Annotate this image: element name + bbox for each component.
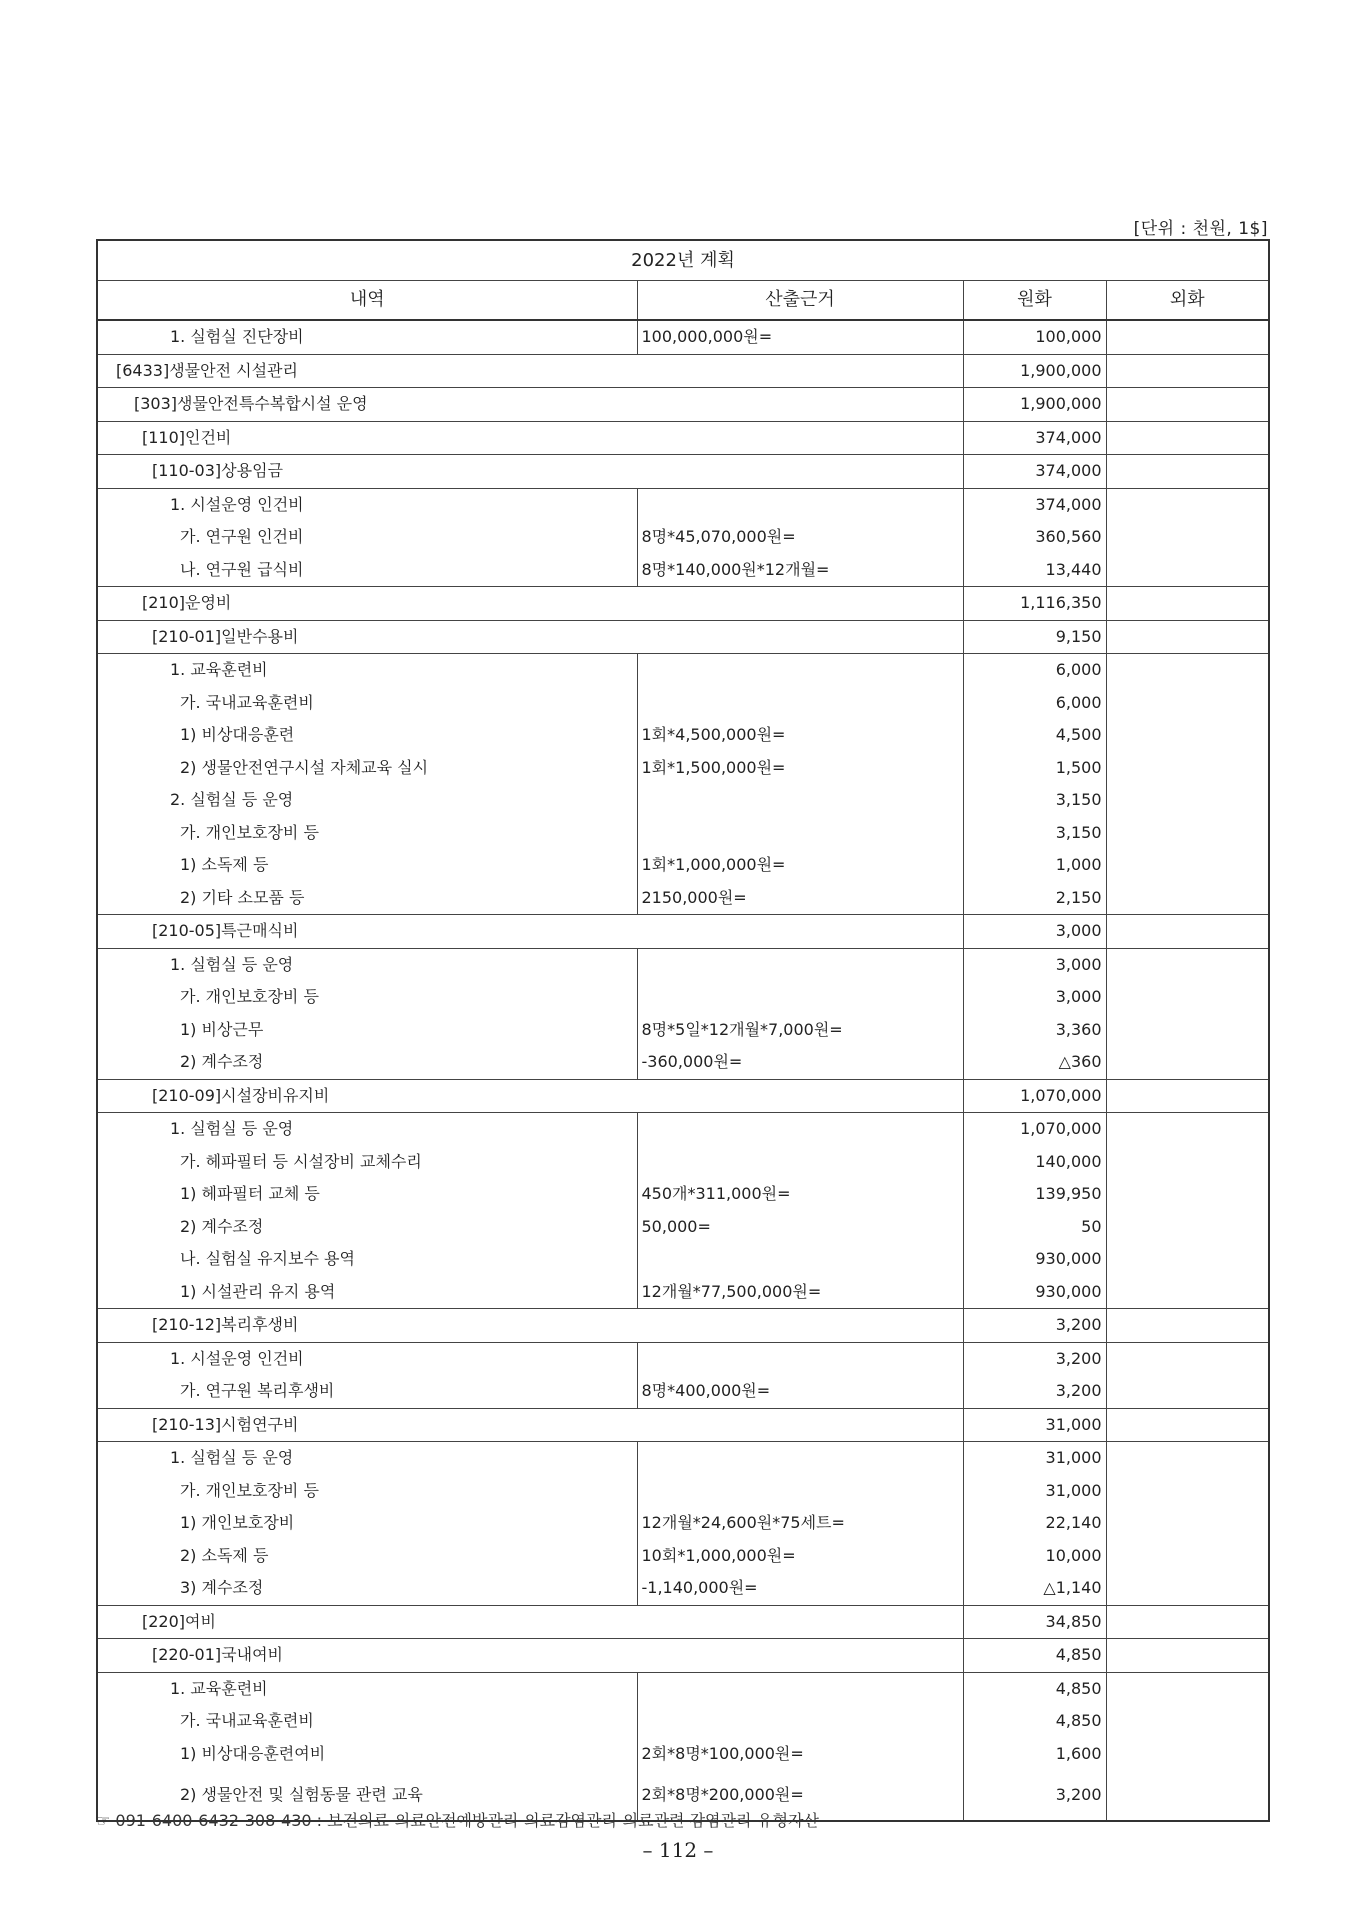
row-item: 2) 기타 소모품 등 <box>97 882 637 915</box>
row-basis <box>637 784 963 817</box>
header-item: 내역 <box>97 281 637 321</box>
row-krw: 374,000 <box>963 455 1106 489</box>
row-krw: 1,116,350 <box>963 587 1106 621</box>
row-item: 2) 생물안전 및 실험동물 관련 교육 <box>97 1770 637 1821</box>
table-row <box>97 1738 1269 1771</box>
table-row <box>97 1540 1269 1573</box>
row-fx <box>1106 1507 1269 1540</box>
row-basis: 12개월*77,500,000원= <box>637 1276 963 1309</box>
row-item: 3) 계수조정 <box>97 1572 637 1605</box>
row-item: 가. 연구원 복리후생비 <box>97 1375 637 1408</box>
row-krw: 22,140 <box>963 1507 1106 1540</box>
row-krw: 374,000 <box>963 421 1106 455</box>
row-fx <box>1106 1211 1269 1244</box>
table-row <box>97 521 1269 554</box>
table-row <box>97 849 1269 882</box>
row-fx <box>1106 421 1269 455</box>
row-fx <box>1106 1540 1269 1573</box>
row-item: [110-03]상용임금 <box>97 455 963 489</box>
header-fx: 외화 <box>1106 281 1269 321</box>
row-basis: 12개월*24,600원*75세트= <box>637 1507 963 1540</box>
row-item: [210-01]일반수용비 <box>97 620 963 654</box>
row-basis: 2회*8명*200,000원= <box>637 1770 963 1821</box>
row-basis <box>637 1672 963 1705</box>
row-basis <box>637 654 963 687</box>
row-fx <box>1106 1605 1269 1639</box>
row-krw: 6,000 <box>963 687 1106 720</box>
row-krw: 1,070,000 <box>963 1113 1106 1146</box>
row-fx <box>1106 1408 1269 1442</box>
row-item: [210-13]시험연구비 <box>97 1408 963 1442</box>
table-row <box>97 882 1269 915</box>
row-item: 1. 시설운영 인건비 <box>97 488 637 521</box>
page-number: – 112 – <box>642 1838 714 1862</box>
header-basis: 산출근거 <box>637 281 963 321</box>
row-krw: 3,000 <box>963 915 1106 949</box>
row-fx <box>1106 654 1269 687</box>
row-item: 가. 개인보호장비 등 <box>97 981 637 1014</box>
row-krw: 930,000 <box>963 1243 1106 1276</box>
row-krw: 34,850 <box>963 1605 1106 1639</box>
row-fx <box>1106 587 1269 621</box>
table-row <box>97 1079 1269 1113</box>
row-krw: 3,150 <box>963 817 1106 850</box>
row-fx <box>1106 1705 1269 1738</box>
row-krw: 31,000 <box>963 1475 1106 1508</box>
row-fx <box>1106 1770 1269 1821</box>
row-fx <box>1106 752 1269 785</box>
row-fx <box>1106 488 1269 521</box>
row-basis <box>637 1342 963 1375</box>
row-krw: 100,000 <box>963 320 1106 354</box>
row-fx <box>1106 1243 1269 1276</box>
table-row <box>97 654 1269 687</box>
row-krw: 2,150 <box>963 882 1106 915</box>
row-krw: 4,850 <box>963 1705 1106 1738</box>
row-fx <box>1106 354 1269 388</box>
unit-note: [단위 : 천원, 1$] <box>1133 219 1268 239</box>
row-krw: 50 <box>963 1211 1106 1244</box>
row-item: 가. 국내교육훈련비 <box>97 1705 637 1738</box>
table-row <box>97 687 1269 720</box>
row-krw: 4,850 <box>963 1672 1106 1705</box>
table-row <box>97 455 1269 489</box>
row-krw: 3,200 <box>963 1375 1106 1408</box>
table-row <box>97 817 1269 850</box>
table-row <box>97 1408 1269 1442</box>
row-fx <box>1106 1375 1269 1408</box>
row-basis <box>637 981 963 1014</box>
row-item: 1) 비상대응훈련 <box>97 719 637 752</box>
row-basis <box>637 1475 963 1508</box>
row-krw: 9,150 <box>963 620 1106 654</box>
row-item: 가. 국내교육훈련비 <box>97 687 637 720</box>
table-row <box>97 915 1269 949</box>
row-fx <box>1106 1014 1269 1047</box>
row-krw: 6,000 <box>963 654 1106 687</box>
row-fx <box>1106 719 1269 752</box>
table-row <box>97 1146 1269 1179</box>
table-row <box>97 1475 1269 1508</box>
row-krw: 3,000 <box>963 981 1106 1014</box>
row-item: [6433]생물안전 시설관리 <box>97 354 963 388</box>
table-row <box>97 354 1269 388</box>
row-item: 1. 실험실 등 운영 <box>97 1113 637 1146</box>
row-krw: 930,000 <box>963 1276 1106 1309</box>
row-fx <box>1106 554 1269 587</box>
row-basis: 1회*1,000,000원= <box>637 849 963 882</box>
row-krw: 140,000 <box>963 1146 1106 1179</box>
row-fx <box>1106 849 1269 882</box>
table-row <box>97 752 1269 785</box>
row-fx <box>1106 1309 1269 1343</box>
row-item: 1) 비상대응훈련여비 <box>97 1738 637 1771</box>
row-basis: 8명*140,000원*12개월= <box>637 554 963 587</box>
row-item: 2) 계수조정 <box>97 1046 637 1079</box>
row-fx <box>1106 784 1269 817</box>
row-krw: 4,850 <box>963 1639 1106 1673</box>
row-basis: 8명*45,070,000원= <box>637 521 963 554</box>
row-item: 1) 소독제 등 <box>97 849 637 882</box>
row-item: 1. 실험실 등 운영 <box>97 948 637 981</box>
row-krw: 3,200 <box>963 1342 1106 1375</box>
row-item: 1) 비상근무 <box>97 1014 637 1047</box>
row-item: 1. 실험실 등 운영 <box>97 1442 637 1475</box>
row-basis: 450개*311,000원= <box>637 1178 963 1211</box>
row-krw: 3,200 <box>963 1770 1106 1821</box>
row-fx <box>1106 882 1269 915</box>
row-item: [303]생물안전특수복합시설 운영 <box>97 388 963 422</box>
row-krw: 4,500 <box>963 719 1106 752</box>
row-fx <box>1106 388 1269 422</box>
row-basis <box>637 488 963 521</box>
row-krw: 3,150 <box>963 784 1106 817</box>
table-row <box>97 1014 1269 1047</box>
table-row <box>97 1672 1269 1705</box>
row-krw: 3,000 <box>963 948 1106 981</box>
header-krw: 원화 <box>963 281 1106 321</box>
row-item: 2) 생물안전연구시설 자체교육 실시 <box>97 752 637 785</box>
row-item: 1) 시설관리 유지 용역 <box>97 1276 637 1309</box>
row-item: 나. 연구원 급식비 <box>97 554 637 587</box>
row-fx <box>1106 1342 1269 1375</box>
row-krw: 31,000 <box>963 1442 1106 1475</box>
row-item: 1. 실험실 진단장비 <box>97 320 637 354</box>
row-item: 1. 교육훈련비 <box>97 654 637 687</box>
row-item: 1) 헤파필터 교체 등 <box>97 1178 637 1211</box>
row-basis <box>637 687 963 720</box>
row-krw: 139,950 <box>963 1178 1106 1211</box>
row-basis: 2회*8명*100,000원= <box>637 1738 963 1771</box>
row-krw: 1,600 <box>963 1738 1106 1771</box>
table-row <box>97 620 1269 654</box>
row-basis: 100,000,000원= <box>637 320 963 354</box>
table-row <box>97 981 1269 1014</box>
row-fx <box>1106 1572 1269 1605</box>
row-basis: 10회*1,000,000원= <box>637 1540 963 1573</box>
row-item: 가. 개인보호장비 등 <box>97 817 637 850</box>
table-row <box>97 1507 1269 1540</box>
row-fx <box>1106 948 1269 981</box>
table-row <box>97 1178 1269 1211</box>
table-row <box>97 1639 1269 1673</box>
row-krw: 1,500 <box>963 752 1106 785</box>
row-item: 2. 실험실 등 운영 <box>97 784 637 817</box>
row-krw: 1,000 <box>963 849 1106 882</box>
row-basis <box>637 1113 963 1146</box>
table-row <box>97 948 1269 981</box>
row-krw: 1,070,000 <box>963 1079 1106 1113</box>
row-basis <box>637 817 963 850</box>
row-fx <box>1106 1475 1269 1508</box>
table-row <box>97 1243 1269 1276</box>
row-fx <box>1106 1276 1269 1309</box>
row-krw: 10,000 <box>963 1540 1106 1573</box>
table-row <box>97 1375 1269 1408</box>
row-fx <box>1106 981 1269 1014</box>
footnote: ☞ 091-6400-6432-308-430 : 보건의료-의료안전예방관리-의료감염관리-의료관련 감염관리-유형자산 <box>96 1811 820 1830</box>
row-fx <box>1106 320 1269 354</box>
table-row <box>97 1309 1269 1343</box>
row-krw: 1,900,000 <box>963 354 1106 388</box>
row-fx <box>1106 1672 1269 1705</box>
row-basis <box>637 1146 963 1179</box>
row-item: 2) 계수조정 <box>97 1211 637 1244</box>
row-item: [210-09]시설장비유지비 <box>97 1079 963 1113</box>
row-fx <box>1106 817 1269 850</box>
row-fx <box>1106 1113 1269 1146</box>
table-row <box>97 1605 1269 1639</box>
row-item: [210-12]복리후생비 <box>97 1309 963 1343</box>
budget-table <box>96 239 1270 1822</box>
table-row <box>97 1572 1269 1605</box>
row-item: 가. 연구원 인건비 <box>97 521 637 554</box>
row-basis: 8명*5일*12개월*7,000원= <box>637 1014 963 1047</box>
table-row <box>97 1113 1269 1146</box>
row-item: [110]인건비 <box>97 421 963 455</box>
row-item: 나. 실험실 유지보수 용역 <box>97 1243 637 1276</box>
row-fx <box>1106 620 1269 654</box>
row-basis <box>637 1243 963 1276</box>
row-krw: 374,000 <box>963 488 1106 521</box>
row-basis: -360,000원= <box>637 1046 963 1079</box>
row-item: [210-05]특근매식비 <box>97 915 963 949</box>
row-basis: 1회*1,500,000원= <box>637 752 963 785</box>
table-row <box>97 1046 1269 1079</box>
row-item: 가. 개인보호장비 등 <box>97 1475 637 1508</box>
table-row <box>97 587 1269 621</box>
row-fx <box>1106 1738 1269 1771</box>
row-fx <box>1106 1178 1269 1211</box>
row-basis: 2150,000원= <box>637 882 963 915</box>
row-krw: 3,200 <box>963 1309 1106 1343</box>
table-row <box>97 388 1269 422</box>
row-fx <box>1106 455 1269 489</box>
row-basis: 1회*4,500,000원= <box>637 719 963 752</box>
row-basis: 8명*400,000원= <box>637 1375 963 1408</box>
row-fx <box>1106 1079 1269 1113</box>
row-basis <box>637 1442 963 1475</box>
table-row <box>97 320 1269 354</box>
table-row <box>97 1705 1269 1738</box>
table-row <box>97 1442 1269 1475</box>
row-fx <box>1106 915 1269 949</box>
table-body <box>97 320 1269 1821</box>
table-row <box>97 784 1269 817</box>
table-row <box>97 1342 1269 1375</box>
row-item: [220-01]국내여비 <box>97 1639 963 1673</box>
row-basis <box>637 1705 963 1738</box>
row-fx <box>1106 1046 1269 1079</box>
row-basis <box>637 948 963 981</box>
row-item: 1. 시설운영 인건비 <box>97 1342 637 1375</box>
table-row <box>97 1276 1269 1309</box>
row-item: 가. 헤파필터 등 시설장비 교체수리 <box>97 1146 637 1179</box>
row-krw: 13,440 <box>963 554 1106 587</box>
row-item: 2) 소독제 등 <box>97 1540 637 1573</box>
row-fx <box>1106 687 1269 720</box>
row-fx <box>1106 1146 1269 1179</box>
row-basis: 50,000= <box>637 1211 963 1244</box>
row-item: [210]운영비 <box>97 587 963 621</box>
row-basis: -1,140,000원= <box>637 1572 963 1605</box>
row-item: 1. 교육훈련비 <box>97 1672 637 1705</box>
row-item: 1) 개인보호장비 <box>97 1507 637 1540</box>
table-row <box>97 719 1269 752</box>
row-item: [220]여비 <box>97 1605 963 1639</box>
table-row <box>97 421 1269 455</box>
table-row <box>97 554 1269 587</box>
row-krw: 31,000 <box>963 1408 1106 1442</box>
table-title: 2022년 계획 <box>97 240 1269 281</box>
row-krw: 1,900,000 <box>963 388 1106 422</box>
table-row <box>97 488 1269 521</box>
table-row <box>97 1211 1269 1244</box>
row-fx <box>1106 521 1269 554</box>
row-fx <box>1106 1639 1269 1673</box>
row-krw: 360,560 <box>963 521 1106 554</box>
row-fx <box>1106 1442 1269 1475</box>
row-krw: △1,140 <box>963 1572 1106 1605</box>
row-krw: 3,360 <box>963 1014 1106 1047</box>
row-krw: △360 <box>963 1046 1106 1079</box>
